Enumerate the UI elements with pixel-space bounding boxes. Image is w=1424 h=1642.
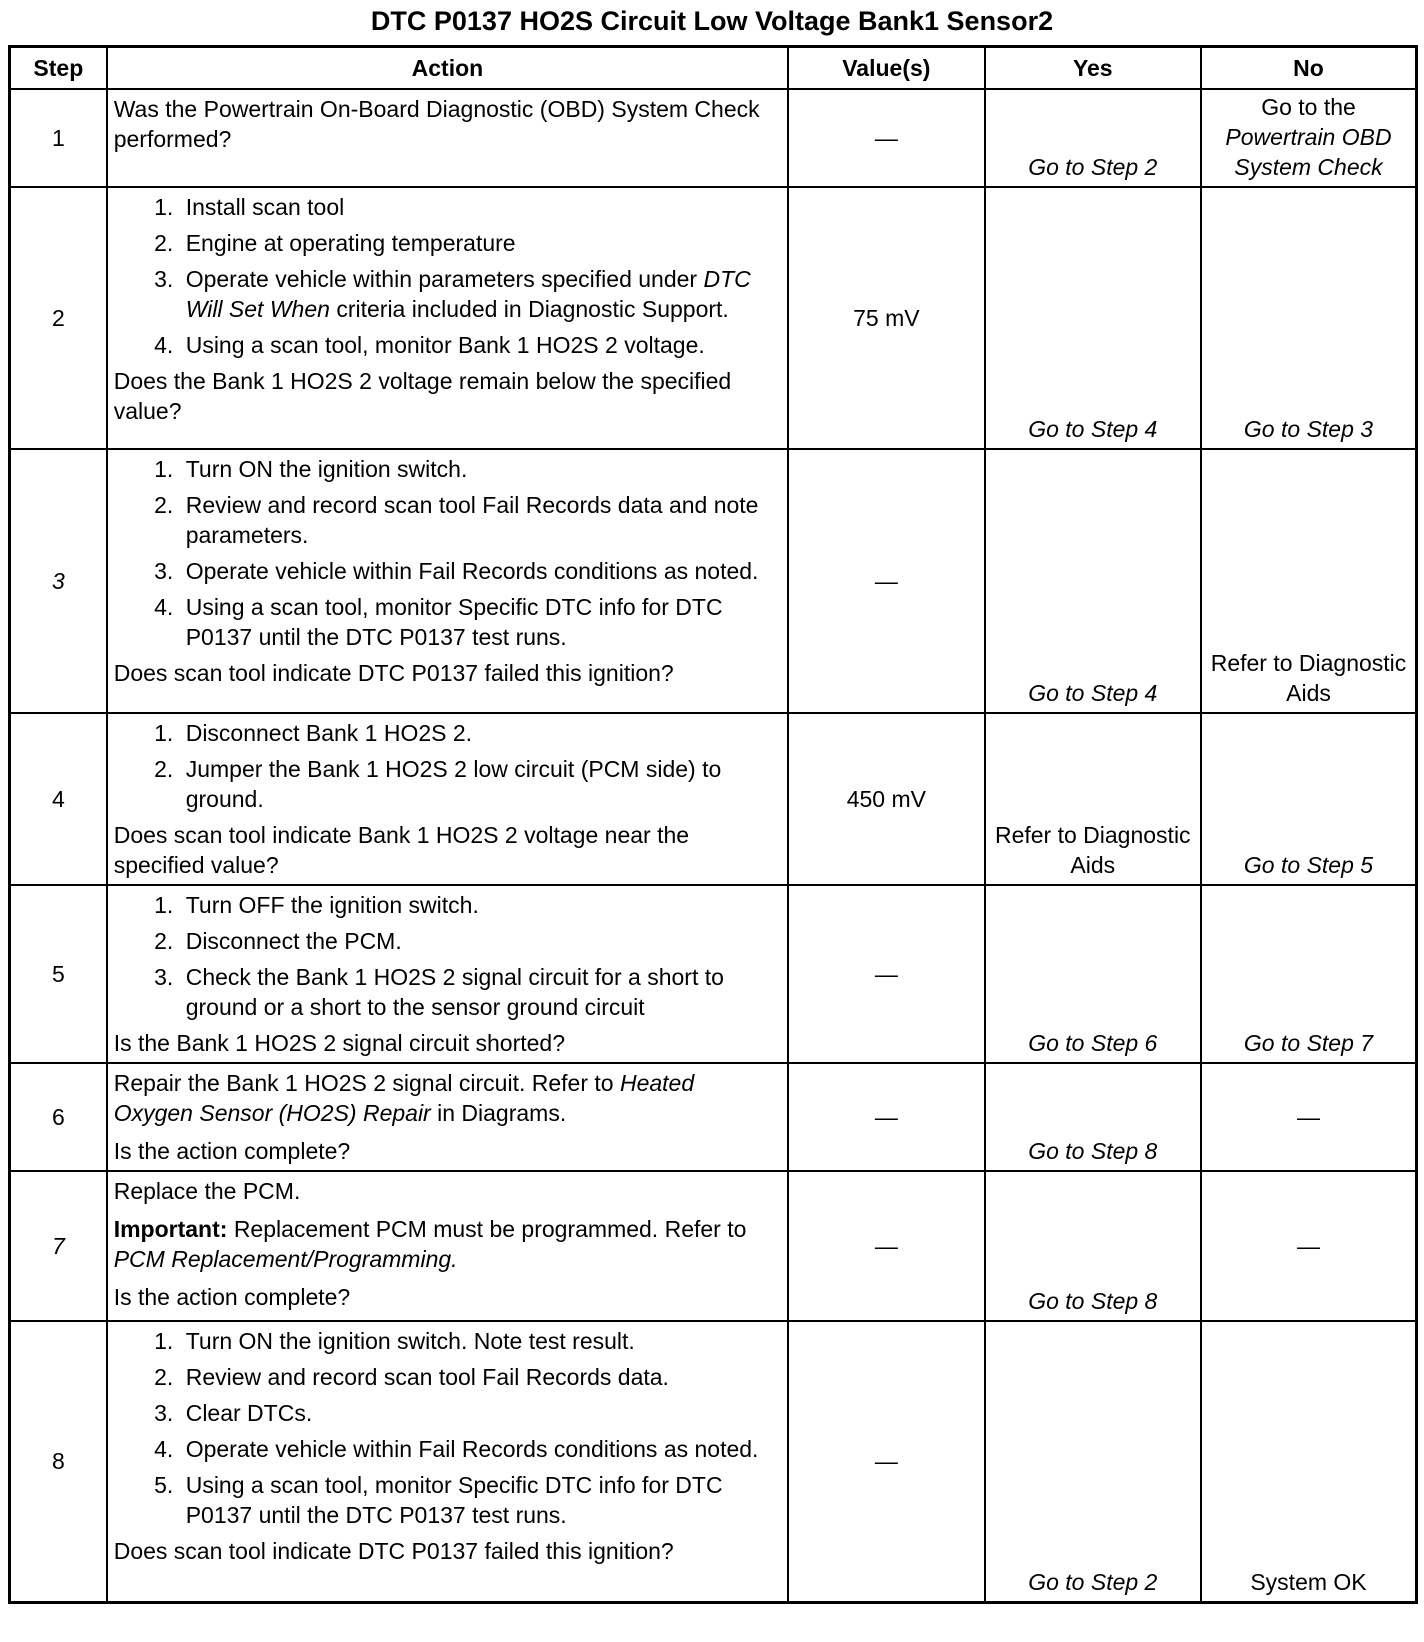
action-text-part: Repair the Bank 1 HO2S 2 signal circuit. Refer to [113, 1070, 614, 1096]
step-number: 4 [10, 713, 107, 885]
yes-cell: Go to Step 4 [985, 187, 1201, 449]
no-prefix: Go to the [1261, 94, 1356, 120]
list-item: 4. Using a scan tool, monitor Bank 1 HO2S 2 voltage. [180, 330, 779, 360]
yes-cell: Go to Step 8 [985, 1171, 1201, 1321]
important-label: Important: [113, 1216, 228, 1242]
yes-cell: Go to Step 8 [985, 1063, 1201, 1171]
action-text: Replace the PCM. [113, 1178, 301, 1204]
important-text: Replacement PCM must be programmed. Refer to [233, 1216, 747, 1242]
list-item: 4. Using a scan tool, monitor Specific DTC info for DTC P0137 until the DTC P0137 test runs. [180, 592, 779, 652]
yes-cell: Go to Step 2 [985, 89, 1201, 187]
no-cell: Go to Step 7 [1201, 885, 1417, 1063]
no-cell: Go to Step 3 [1201, 187, 1417, 449]
step-number: 7 [10, 1171, 107, 1321]
list-item: 1. Turn ON the ignition switch. [180, 454, 779, 484]
no-cell: System OK [1201, 1321, 1417, 1602]
action-text-part: in Diagrams. [437, 1100, 567, 1126]
action-text [114, 1068, 779, 1128]
value-cell: — [788, 449, 984, 713]
action-cell [107, 713, 788, 885]
value-cell: — [788, 1063, 984, 1171]
header-values: Value(s) [788, 47, 984, 90]
no-cell [1201, 89, 1417, 187]
list-item: 2. Jumper the Bank 1 HO2S 2 low circuit (PCM side) to ground. [180, 754, 779, 814]
list-item: 1. Turn ON the ignition switch. Note test result. [180, 1326, 779, 1356]
no-cell: — [1201, 1171, 1417, 1321]
value-cell: — [788, 1171, 984, 1321]
header-row [10, 47, 1417, 90]
action-text-emphasis: Heated Oxygen Sensor (HO2S) Repair [113, 1070, 695, 1126]
action-list [114, 454, 779, 652]
yes-cell: Go to Step 6 [985, 885, 1201, 1063]
action-cell [107, 1063, 788, 1171]
value-cell: — [788, 1321, 984, 1602]
action-question: Is the action complete? [113, 1138, 351, 1164]
list-item: 2. Disconnect the PCM. [180, 926, 779, 956]
value-cell: — [788, 89, 984, 187]
table-row [10, 187, 1417, 449]
diagnostic-table [8, 45, 1418, 1604]
list-item-emphasis: DTC Will Set When [185, 266, 751, 322]
header-no: No [1201, 47, 1417, 90]
table-row [10, 1171, 1417, 1321]
action-question: Does scan tool indicate DTC P0137 failed this ignition? [113, 1538, 674, 1564]
list-item: 3. Clear DTCs. [180, 1398, 779, 1428]
step-number: 2 [10, 187, 107, 449]
important-emphasis: PCM Replacement/Programming. [113, 1246, 458, 1272]
no-cell: Refer to Diagnostic Aids [1201, 449, 1417, 713]
step-number: 1 [10, 89, 107, 187]
action-cell [107, 1171, 788, 1321]
action-question: Was the Powertrain On-Board Diagnostic (OBD) System Check performed? [113, 96, 760, 152]
step-number: 6 [10, 1063, 107, 1171]
action-list [114, 718, 779, 814]
action-question: Is the action complete? [113, 1284, 351, 1310]
action-cell [107, 1321, 788, 1602]
table-row [10, 1063, 1417, 1171]
action-cell [107, 885, 788, 1063]
list-item: 2. Review and record scan tool Fail Records data. [180, 1362, 779, 1392]
step-number: 8 [10, 1321, 107, 1602]
list-item: 5. Using a scan tool, monitor Specific DTC info for DTC P0137 until the DTC P0137 test runs. [180, 1470, 779, 1530]
action-list [114, 1326, 779, 1530]
header-yes: Yes [985, 47, 1201, 90]
table-row [10, 89, 1417, 187]
no-cell: Go to Step 5 [1201, 713, 1417, 885]
action-question: Does the Bank 1 HO2S 2 voltage remain below the specified value? [113, 368, 732, 424]
action-cell [107, 187, 788, 449]
list-item [180, 264, 779, 324]
page-title: DTC P0137 HO2S Circuit Low Voltage Bank1 Sensor2 [370, 6, 1054, 36]
list-item-text: Operate vehicle within parameters specified under [185, 266, 698, 292]
header-action: Action [107, 47, 788, 90]
important-note [114, 1214, 779, 1274]
table-row [10, 713, 1417, 885]
header-step: Step [10, 47, 107, 90]
yes-cell: Refer to Diagnostic Aids [985, 713, 1201, 885]
list-item: 1. Disconnect Bank 1 HO2S 2. [180, 718, 779, 748]
list-item: 1. Install scan tool [180, 192, 779, 222]
action-list [114, 192, 779, 360]
action-question: Does scan tool indicate Bank 1 HO2S 2 voltage near the specified value? [113, 822, 690, 878]
action-cell [107, 449, 788, 713]
list-item-text: criteria included in Diagnostic Support. [336, 296, 729, 322]
list-item: 4. Operate vehicle within Fail Records conditions as noted. [180, 1434, 779, 1464]
table-row [10, 449, 1417, 713]
action-question: Is the Bank 1 HO2S 2 signal circuit shorted? [113, 1030, 565, 1056]
list-item: 2. Review and record scan tool Fail Records data and note parameters. [180, 490, 779, 550]
step-number: 5 [10, 885, 107, 1063]
value-cell: — [788, 885, 984, 1063]
no-link: Powertrain OBD System Check [1225, 124, 1392, 180]
list-item: 2. Engine at operating temperature [180, 228, 779, 258]
action-list [114, 890, 779, 1022]
action-cell [107, 89, 788, 187]
no-cell: — [1201, 1063, 1417, 1171]
step-number: 3 [10, 449, 107, 713]
action-question: Does scan tool indicate DTC P0137 failed this ignition? [113, 660, 674, 686]
list-item: 1. Turn OFF the ignition switch. [180, 890, 779, 920]
table-row [10, 885, 1417, 1063]
value-cell: 75 mV [788, 187, 984, 449]
yes-cell: Go to Step 4 [985, 449, 1201, 713]
list-item: 3. Operate vehicle within Fail Records conditions as noted. [180, 556, 779, 586]
table-row [10, 1321, 1417, 1602]
list-item: 3. Check the Bank 1 HO2S 2 signal circuit for a short to ground or a short to the sensor ground circuit [180, 962, 779, 1022]
yes-cell: Go to Step 2 [985, 1321, 1201, 1602]
value-cell: 450 mV [788, 713, 984, 885]
